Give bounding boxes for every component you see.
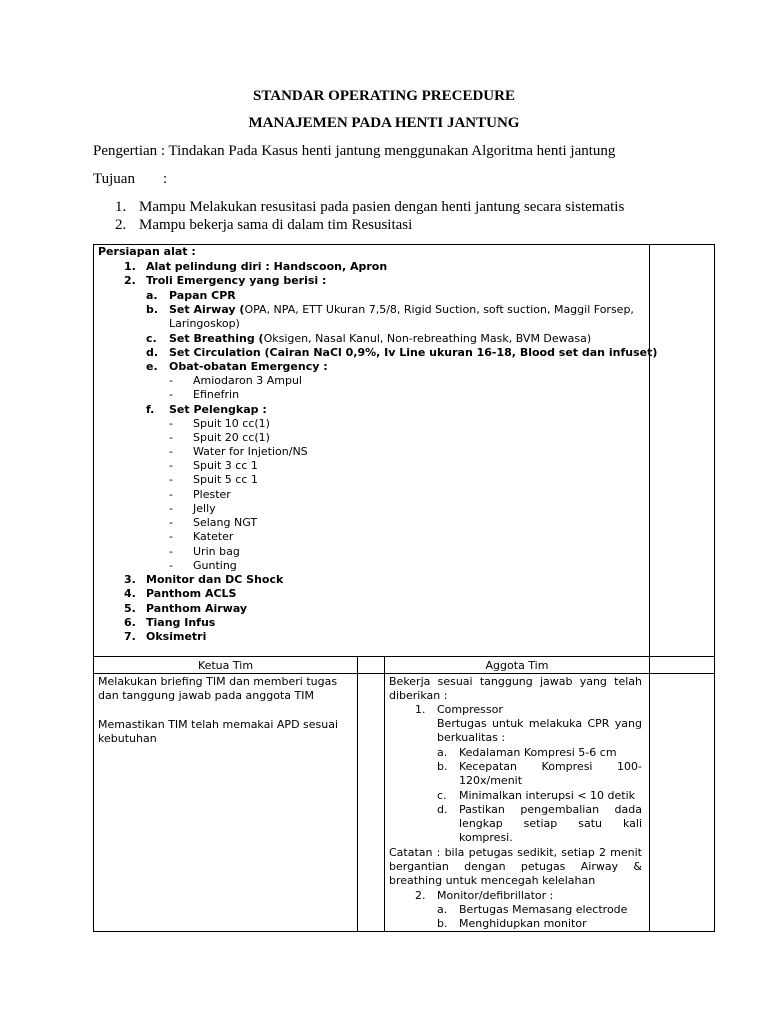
table-divider-anggota	[384, 656, 385, 932]
catatan-text: bergantian dengan petugas Airway &	[389, 860, 642, 873]
sub-item-normal: Oksigen, Nasal Kanul, Non-rebreathing Mask, BVM Dewasa)	[263, 332, 592, 345]
ketua-text: Memastikan TIM telah memakai APD sesuai	[98, 718, 339, 731]
sub-item-normal: OPA, NPA, ETT Ukuran 7,5/8, Rigid Suction, soft suction, Maggil Forsep,	[244, 303, 634, 316]
list-item: Troli Emergency yang berisi :	[146, 274, 327, 287]
list-number: 1.	[124, 260, 136, 273]
list-item: Panthom Airway	[146, 602, 248, 615]
role-desc: berkualitas :	[437, 731, 506, 744]
dash: -	[169, 473, 173, 486]
sub-letter: c.	[437, 789, 447, 802]
pelengkap-item: Spuit 10 cc(1)	[193, 417, 270, 430]
tujuan-label-text: Tujuan	[93, 171, 135, 187]
catatan-text: Catatan : bila petugas sedikit, setiap 2 menit	[389, 846, 642, 859]
list-number: 6.	[124, 616, 136, 629]
pelengkap-item: Spuit 20 cc(1)	[193, 431, 270, 444]
goal-text: Mampu bekerja sama di dalam tim Resusitasi	[139, 217, 413, 233]
sub-item-continued: Laringoskop)	[169, 317, 240, 330]
pelengkap-item: Spuit 5 cc 1	[193, 473, 258, 486]
ketua-header: Ketua Tim	[197, 659, 254, 672]
obat-item: Efinefrin	[193, 388, 240, 401]
sub-item-bold: Set Airway (	[169, 303, 245, 316]
role-desc: Bertugas untuk melakuka CPR yang	[437, 717, 642, 730]
pelengkap-item: Water for Injetion/NS	[193, 445, 308, 458]
dash: -	[169, 530, 173, 543]
sub-item: Kecepatan Kompresi 100-	[459, 760, 642, 773]
list-number: 5.	[124, 602, 136, 615]
pelengkap-item: Plester	[193, 488, 231, 501]
goal-text: Mampu Melakukan resusitasi pada pasien dengan henti jantung secara sistematis	[139, 199, 625, 215]
list-item: Monitor dan DC Shock	[146, 573, 284, 586]
list-item: Alat pelindung diri : Handscoon, Apron	[146, 260, 388, 273]
list-number: 3.	[124, 573, 136, 586]
persiapan-heading: Persiapan alat :	[98, 245, 196, 258]
table-border-left	[93, 244, 94, 932]
sub-letter: a.	[146, 289, 158, 302]
goal-number: 2.	[115, 217, 127, 233]
list-item: Panthom ACLS	[146, 587, 237, 600]
ketua-text: Melakukan briefing TIM dan memberi tugas	[98, 675, 338, 688]
dash: -	[169, 488, 173, 501]
role-title: Compressor	[437, 703, 503, 716]
sub-item: Obat-obatan Emergency :	[169, 360, 328, 373]
sub-letter: e.	[146, 360, 158, 373]
sub-item	[169, 303, 634, 317]
pelengkap-item: Gunting	[193, 559, 237, 572]
sub-item	[169, 332, 591, 346]
sub-letter: d.	[146, 346, 159, 359]
tujuan-colon: :	[163, 171, 168, 187]
pelengkap-item: Kateter	[193, 530, 234, 543]
dash: -	[169, 445, 173, 458]
anggota-text: diberikan :	[389, 689, 448, 702]
table-border-right	[714, 244, 715, 932]
list-number: 4.	[124, 587, 136, 600]
sub-item: Set Pelengkap :	[169, 403, 267, 416]
anggota-text: Bekerja sesuai tanggung jawab yang telah	[389, 675, 642, 688]
goal-number: 1.	[115, 199, 127, 215]
list-number: 2.	[124, 274, 136, 287]
sub-item: Pastikan pengembalian dada	[459, 803, 642, 816]
table-border-bottom	[93, 931, 715, 932]
sub-letter: a.	[437, 903, 448, 916]
obat-item: Amiodaron 3 Ampul	[193, 374, 302, 387]
sub-item-bold: Set Breathing (	[169, 332, 264, 345]
sub-letter: b.	[437, 760, 448, 773]
role-title: Monitor/defibrillator :	[437, 889, 554, 902]
sub-letter: d.	[437, 803, 448, 816]
dash: -	[169, 516, 173, 529]
list-item: Oksimetri	[146, 630, 207, 643]
list-number: 7.	[124, 630, 136, 643]
sub-item: Set Circulation (Cairan NaCl 0,9%, Iv Line ukuran 16-18, Blood set dan infuset)	[169, 346, 658, 359]
list-item: Tiang Infus	[146, 616, 216, 629]
document-subtitle: MANAJEMEN PADA HENTI JANTUNG	[248, 115, 520, 131]
ketua-text: dan tanggung jawab pada anggota TIM	[98, 689, 314, 702]
sub-letter: b.	[146, 303, 159, 316]
dash: -	[169, 502, 173, 515]
document-title: STANDAR OPERATING PRECEDURE	[253, 88, 515, 104]
sub-item: Bertugas Memasang electrode	[459, 903, 628, 916]
sub-item-continued: kompresi.	[459, 831, 513, 844]
sub-item: Minimalkan interupsi < 10 detik	[459, 789, 636, 802]
catatan-text: breathing untuk mencegah kelelahan	[389, 874, 596, 887]
pelengkap-item: Urin bag	[193, 545, 240, 558]
pelengkap-item: Spuit 3 cc 1	[193, 459, 258, 472]
table-divider-ketua	[357, 656, 358, 932]
sub-item: Kedalaman Kompresi 5-6 cm	[459, 746, 617, 759]
tujuan-label	[93, 171, 168, 188]
sub-letter: a.	[437, 746, 448, 759]
pelengkap-item: Selang NGT	[193, 516, 258, 529]
dash: -	[169, 459, 173, 472]
sub-item-continued: lengkap setiap satu kali	[459, 817, 642, 830]
sub-letter: f.	[146, 403, 155, 416]
dash: -	[169, 374, 173, 387]
pelengkap-item: Jelly	[193, 502, 216, 515]
sub-item: Papan CPR	[169, 289, 236, 302]
list-number: 2.	[415, 889, 426, 902]
sub-letter: b.	[437, 917, 448, 930]
dash: -	[169, 417, 173, 430]
list-number: 1.	[415, 703, 426, 716]
table-row-divider	[93, 656, 715, 657]
ketua-text: kebutuhan	[98, 732, 157, 745]
pengertian-text: Pengertian : Tindakan Pada Kasus henti jantung menggunakan Algoritma henti jantung	[93, 143, 616, 159]
sub-item: Menghidupkan monitor	[459, 917, 587, 930]
dash: -	[169, 431, 173, 444]
dash: -	[169, 545, 173, 558]
sub-letter: c.	[146, 332, 157, 345]
sub-item-continued: 120x/menit	[459, 774, 523, 787]
dash: -	[169, 559, 173, 572]
dash: -	[169, 388, 173, 401]
anggota-header: Aggota Tim	[485, 659, 549, 672]
